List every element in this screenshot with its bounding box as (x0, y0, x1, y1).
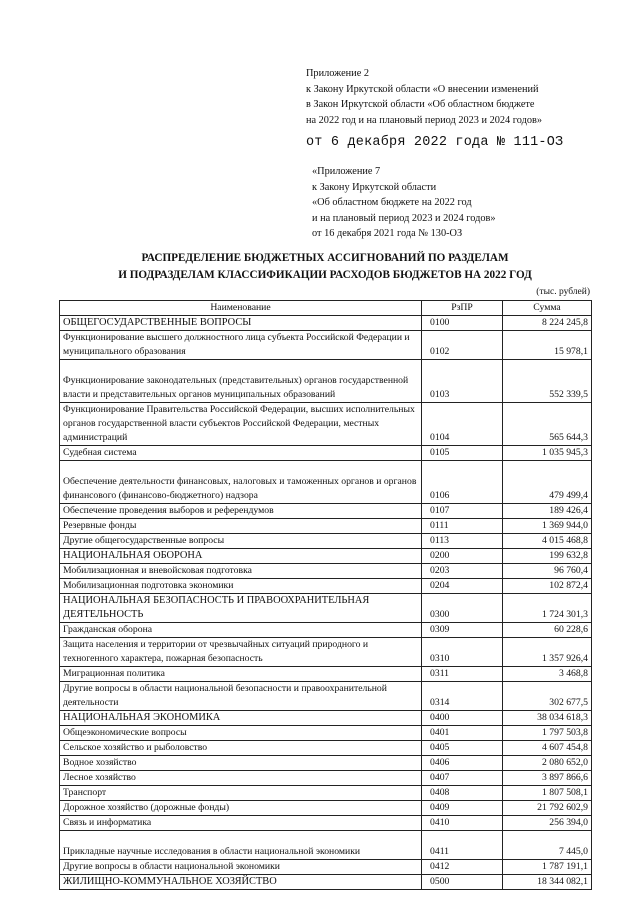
column-header-amount: Сумма (503, 301, 592, 316)
row-amount-cell: 1 035 945,3 (503, 446, 592, 461)
row-code-cell: 0102 (422, 331, 503, 360)
table-row (60, 667, 592, 682)
row-code-cell: 0104 (422, 403, 503, 446)
original-appendix-header (312, 164, 632, 242)
appendix-line: на 2022 год и на плановый период 2023 и 2024 годов» (306, 114, 542, 126)
row-code-cell: 0105 (422, 446, 503, 461)
row-code-cell: 0103 (422, 360, 503, 403)
row-name-cell: Другие вопросы в области национальной безопасности и правоохранительной деятельности (60, 682, 422, 711)
row-name-cell: НАЦИОНАЛЬНАЯ ОБОРОНА (60, 549, 422, 564)
row-name-cell: Водное хозяйство (60, 756, 422, 771)
row-name-cell: Связь и информатика (60, 816, 422, 831)
document-title (60, 250, 590, 283)
row-name-cell: Миграционная политика (60, 667, 422, 682)
table-body (60, 316, 592, 890)
row-name-cell: Функционирование Правительства Российской Федерации, высших исполнительных органов государственной власти субъектов Российской Федерации, местных администраций (60, 403, 422, 446)
row-code-cell: 0410 (422, 816, 503, 831)
row-amount-cell: 552 339,5 (503, 360, 592, 403)
row-amount-cell: 7 445,0 (503, 831, 592, 860)
row-name-cell: НАЦИОНАЛЬНАЯ ЭКОНОМИКА (60, 711, 422, 726)
row-code-cell: 0310 (422, 638, 503, 667)
row-name-cell: Мобилизационная подготовка экономики (60, 579, 422, 594)
row-name-cell: ЖИЛИЩНО-КОММУНАЛЬНОЕ ХОЗЯЙСТВО (60, 875, 422, 890)
original-appendix-line: «Об областном бюджете на 2022 год (312, 197, 472, 208)
column-header-code: РзПР (422, 301, 503, 316)
appendix-line: к Закону Иркутской области «О внесении изменений (306, 83, 539, 95)
table-row (60, 682, 592, 711)
row-code-cell: 0407 (422, 771, 503, 786)
row-amount-cell: 60 228,6 (503, 623, 592, 638)
row-code-cell: 0314 (422, 682, 503, 711)
row-name-cell: ОБЩЕГОСУДАРСТВЕННЫЕ ВОПРОСЫ (60, 316, 422, 331)
appendix-date-line: от 6 декабря 2022 года № 111-ОЗ (306, 135, 564, 150)
row-code-cell: 0113 (422, 534, 503, 549)
table-row (60, 831, 592, 860)
table-row (60, 446, 592, 461)
row-code-cell: 0203 (422, 564, 503, 579)
row-amount-cell: 102 872,4 (503, 579, 592, 594)
row-name-cell: Гражданская оборона (60, 623, 422, 638)
table-row (60, 403, 592, 446)
original-appendix-line: и на плановый период 2023 и 2024 годов» (312, 212, 496, 224)
row-name-cell: Функционирование высшего должностного лица субъекта Российской Федерации и муниципального образования (60, 331, 422, 360)
table-row (60, 519, 592, 534)
row-code-cell: 0309 (422, 623, 503, 638)
table-row (60, 316, 592, 331)
row-amount-cell: 1 724 301,3 (503, 594, 592, 623)
row-code-cell: 0106 (422, 461, 503, 504)
row-code-cell: 0107 (422, 504, 503, 519)
row-code-cell: 0411 (422, 831, 503, 860)
row-code-cell: 0300 (422, 594, 503, 623)
row-amount-cell: 3 897 866,6 (503, 771, 592, 786)
row-name-cell: Обеспечение деятельности финансовых, налоговых и таможенных органов и органов финансового (финансово-бюджетного) надзора (60, 461, 422, 504)
row-name-cell: Дорожное хозяйство (дорожные фонды) (60, 801, 422, 816)
table-row (60, 638, 592, 667)
table-row (60, 504, 592, 519)
row-code-cell: 0409 (422, 801, 503, 816)
table-row (60, 711, 592, 726)
row-code-cell: 0401 (422, 726, 503, 741)
row-amount-cell: 15 978,1 (503, 331, 592, 360)
table-row (60, 360, 592, 403)
table-row (60, 801, 592, 816)
table-row (60, 534, 592, 549)
row-code-cell: 0311 (422, 667, 503, 682)
document-title-line: РАСПРЕДЕЛЕНИЕ БЮДЖЕТНЫХ АССИГНОВАНИЙ ПО РАЗДЕЛАМ (141, 252, 509, 264)
row-amount-cell: 96 760,4 (503, 564, 592, 579)
row-amount-cell: 4 015 468,8 (503, 534, 592, 549)
table-row (60, 771, 592, 786)
table-row (60, 756, 592, 771)
row-name-cell: Прикладные научные исследования в области национальной экономики (60, 831, 422, 860)
row-amount-cell: 18 344 082,1 (503, 875, 592, 890)
row-amount-cell: 189 426,4 (503, 504, 592, 519)
table-row (60, 786, 592, 801)
table-row (60, 726, 592, 741)
row-amount-cell: 8 224 245,8 (503, 316, 592, 331)
row-amount-cell: 1 369 944,0 (503, 519, 592, 534)
table-row (60, 461, 592, 504)
row-name-cell: Лесное хозяйство (60, 771, 422, 786)
row-name-cell: Транспорт (60, 786, 422, 801)
document-title-line: И ПОДРАЗДЕЛАМ КЛАССИФИКАЦИИ РАСХОДОВ БЮДЖЕТОВ НА 2022 ГОД (118, 268, 532, 281)
row-name-cell: НАЦИОНАЛЬНАЯ БЕЗОПАСНОСТЬ И ПРАВООХРАНИТЕЛЬНАЯ ДЕЯТЕЛЬНОСТЬ (60, 594, 422, 623)
row-name-cell: Сельское хозяйство и рыболовство (60, 741, 422, 756)
row-amount-cell: 1 797 503,8 (503, 726, 592, 741)
row-name-cell: Обеспечение проведения выборов и референдумов (60, 504, 422, 519)
row-name-cell: Общеэкономические вопросы (60, 726, 422, 741)
row-code-cell: 0204 (422, 579, 503, 594)
appendix-line: в Закон Иркутской области «Об областном бюджете (306, 99, 535, 110)
row-code-cell: 0100 (422, 316, 503, 331)
appendix-line: Приложение 2 (306, 68, 369, 79)
row-amount-cell: 1 357 926,4 (503, 638, 592, 667)
table-row (60, 594, 592, 623)
appendix-header (306, 66, 636, 153)
row-amount-cell: 38 034 618,3 (503, 711, 592, 726)
row-name-cell: Судебная система (60, 446, 422, 461)
original-appendix-line: к Закону Иркутской области (312, 181, 437, 193)
row-amount-cell: 1 807 508,1 (503, 786, 592, 801)
row-amount-cell: 21 792 602,9 (503, 801, 592, 816)
row-amount-cell: 2 080 652,0 (503, 756, 592, 771)
row-code-cell: 0400 (422, 711, 503, 726)
table-row (60, 860, 592, 875)
row-name-cell: Мобилизационная и вневойсковая подготовка (60, 564, 422, 579)
row-code-cell: 0500 (422, 875, 503, 890)
row-code-cell: 0405 (422, 741, 503, 756)
row-amount-cell: 302 677,5 (503, 682, 592, 711)
budget-table (59, 300, 592, 890)
row-code-cell: 0412 (422, 860, 503, 875)
original-appendix-line: «Приложение 7 (312, 166, 381, 177)
row-amount-cell: 256 394,0 (503, 816, 592, 831)
row-amount-cell: 4 607 454,8 (503, 741, 592, 756)
table-row (60, 549, 592, 564)
row-name-cell: Другие общегосударственные вопросы (60, 534, 422, 549)
row-code-cell: 0111 (422, 519, 503, 534)
row-code-cell: 0406 (422, 756, 503, 771)
table-row (60, 741, 592, 756)
row-name-cell: Защита населения и территории от чрезвычайных ситуаций природного и техногенного характера, пожарная безопасность (60, 638, 422, 667)
table-row (60, 623, 592, 638)
row-amount-cell: 1 787 191,1 (503, 860, 592, 875)
units-label: (тыс. рублей) (536, 287, 590, 297)
row-amount-cell: 565 644,3 (503, 403, 592, 446)
row-code-cell: 0200 (422, 549, 503, 564)
table-row (60, 816, 592, 831)
table-header-row (60, 301, 592, 316)
table-row (60, 331, 592, 360)
table-row (60, 579, 592, 594)
row-amount-cell: 3 468,8 (503, 667, 592, 682)
row-code-cell: 0408 (422, 786, 503, 801)
row-amount-cell: 479 499,4 (503, 461, 592, 504)
row-name-cell: Другие вопросы в области национальной экономики (60, 860, 422, 875)
column-header-name: Наименование (60, 301, 422, 316)
table-row (60, 564, 592, 579)
row-amount-cell: 199 632,8 (503, 549, 592, 564)
table-row (60, 875, 592, 890)
row-name-cell: Резервные фонды (60, 519, 422, 534)
original-appendix-line: от 16 декабря 2021 года № 130-ОЗ (312, 228, 463, 239)
row-name-cell: Функционирование законодательных (представительных) органов государственной власти и представительных органов муниципальных образований (60, 360, 422, 403)
